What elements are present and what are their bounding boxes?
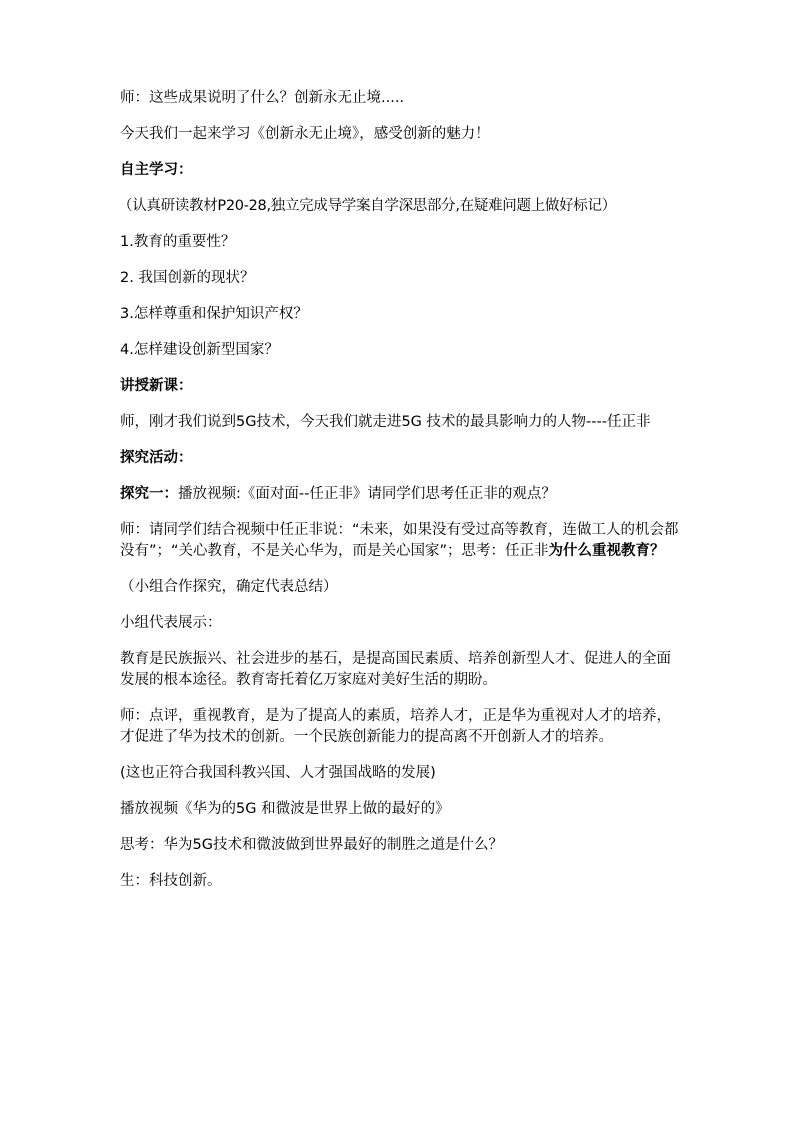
heading-self-study: 自主学习： — [120, 162, 193, 178]
document-body — [120, 88, 680, 907]
inquiry-one-label: 探究一： — [120, 486, 178, 502]
paragraph-teacher-comment: 师：点评，重视教育，是为了提高人的素质，培养人才，正是华为重视对人才的培养，才促进了华为技术的创新。一个民族创新能力的提高离不开创新人才的培养。 — [120, 708, 671, 745]
paragraph-teacher-question: 师：这些成果说明了什么？创新永无止境..... — [120, 90, 405, 106]
heading-new-lesson: 讲授新课： — [120, 378, 193, 394]
paragraph-think: 思考：华为5G技术和微波做到世界最好的制胜之道是什么？ — [120, 837, 503, 853]
paragraph-education-foundation: 教育是民族振兴、社会进步的基石，是提高国民素质、培养创新型人才、促进人的全面发展的根本途径。教育寄托着亿万家庭对美好生活的期盼。 — [120, 651, 671, 688]
paragraph-study-instructions: （认真研读教材P20-28,独立完成导学案自学深思部分,在疑难问题上做好标记） — [118, 198, 616, 214]
list-item-4: 4.怎样建设创新型国家？ — [120, 342, 279, 358]
heading-inquiry-activity: 探究活动： — [120, 450, 193, 466]
paragraph-teacher-prompt — [120, 520, 680, 562]
teacher-prompt-text: 师：请同学们结合视频中任正非说：“未来，如果没有受过高等教育，连做工人的机会都没有”；“关心教育，不是关心华为，而是关心国家”；思考：任正非 — [120, 522, 679, 559]
paragraph-5g-intro: 师，刚才我们说到5G技术，今天我们就走进5G 技术的最具影响力的人物----任正非 — [120, 414, 651, 430]
list-item-2: 2. 我国创新的现状？ — [120, 270, 255, 286]
list-item-1: 1.教育的重要性？ — [120, 234, 236, 250]
paragraph-play-video: 播放视频《华为的5G 和微波是世界上做的最好的》 — [120, 801, 450, 817]
paragraph-group-show: 小组代表展示： — [120, 615, 222, 631]
inquiry-one-text: 播放视频:《面对面--任正非》请同学们思考任正非的观点？ — [178, 486, 556, 502]
paragraph-group-inquiry: （小组合作探究，确定代表总结） — [120, 579, 338, 595]
paragraph-inquiry-one — [120, 484, 680, 505]
paragraph-student-answer: 生：科技创新。 — [120, 873, 222, 889]
teacher-prompt-question: 为什么重视教育？ — [548, 543, 665, 559]
list-item-3: 3.怎样尊重和保护知识产权？ — [120, 306, 308, 322]
paragraph-intro: 今天我们一起来学习《创新永无止境》，感受创新的魅力！ — [120, 126, 490, 142]
paragraph-strategy-note: (这也正符合我国科教兴国、人才强国战略的发展) — [120, 765, 436, 781]
